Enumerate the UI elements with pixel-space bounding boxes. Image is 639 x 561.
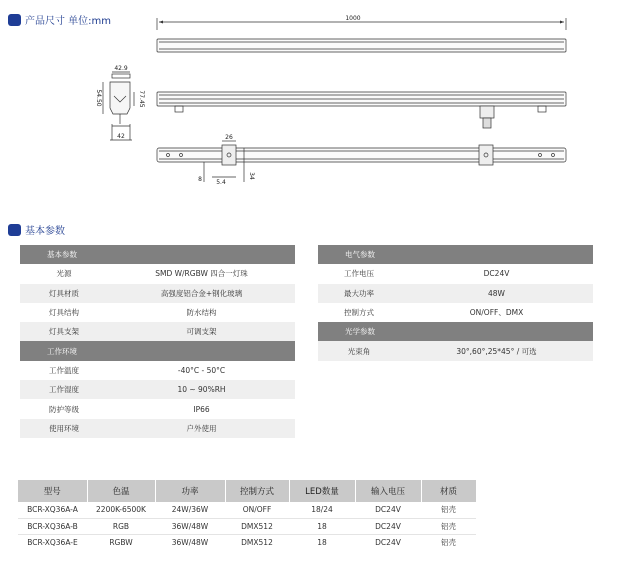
- env-header: 工作环境: [20, 341, 295, 360]
- table-cell: 36W/48W: [155, 518, 225, 534]
- table-cell: 18/24: [311, 505, 333, 515]
- table-row: [20, 264, 295, 283]
- table-cell: 18: [289, 534, 355, 550]
- section-bullet-icon: [8, 224, 21, 236]
- table-header-row: [318, 245, 593, 264]
- row-key: 工作电压: [344, 269, 374, 279]
- row-value: SMD W/RGBW 四合一灯珠: [155, 269, 248, 279]
- basic-params-table: [20, 245, 295, 438]
- column-header: 色温: [87, 480, 155, 502]
- row-key: 灯具结构: [49, 308, 79, 318]
- row-key: 光源: [56, 269, 72, 279]
- side-connector-plug: [483, 118, 491, 128]
- table-cell: DC24V: [375, 505, 401, 515]
- table-row: [18, 534, 476, 550]
- bracket-height-label: 34: [248, 172, 255, 180]
- bracket-width-label: 26: [225, 134, 233, 141]
- dimension-drawing: [0, 0, 639, 200]
- end-top-width-label: 42.9: [114, 65, 128, 72]
- length-label: 1000: [345, 15, 361, 22]
- model-table: [18, 480, 477, 550]
- dimensions-title-text: 产品尺寸 单位:mm: [25, 16, 112, 27]
- bottom-bracket-left: [222, 145, 236, 165]
- row-value: -40°C - 50°C: [177, 365, 226, 375]
- table-cell: DC24V: [355, 518, 421, 534]
- row-value: IP66: [193, 404, 210, 414]
- bracket-offset-label: 8: [198, 176, 202, 183]
- table-cell: 18: [289, 518, 355, 534]
- table-row: [20, 284, 295, 303]
- table-row: [318, 341, 593, 360]
- side-bracket-right: [538, 106, 546, 112]
- basic-params-header: 基本参数: [20, 245, 295, 264]
- table-cell: DMX512: [225, 534, 289, 550]
- electrical-header: 电气参数: [318, 245, 593, 264]
- row-value: 10 ~ 90%RH: [108, 380, 295, 399]
- table-cell: 铝壳: [421, 518, 476, 534]
- row-value: 户外使用: [108, 419, 295, 438]
- row-key: 灯具支架: [20, 322, 108, 341]
- end-height-outer-label: 54.50: [95, 89, 102, 107]
- row-key: 控制方式: [344, 308, 374, 318]
- bottom-bracket-right: [479, 145, 493, 165]
- params-title-text: 基本参数: [25, 226, 65, 237]
- row-key: 光束角: [318, 341, 400, 360]
- row-value: 高强度铝合金+钢化玻璃: [108, 284, 295, 303]
- column-header: 功率: [155, 480, 225, 502]
- end-view-top: [112, 74, 130, 78]
- table-header-row: [318, 322, 593, 341]
- table-cell: BCR-XQ36A-B: [18, 518, 87, 534]
- table-cell: 2200K-6500K: [96, 505, 146, 515]
- column-header: 材质: [421, 480, 476, 502]
- table-cell: DMX512: [225, 518, 289, 534]
- table-cell: RGB: [87, 518, 155, 534]
- column-header: 控制方式: [225, 480, 289, 502]
- top-view-bar: [157, 39, 566, 52]
- table-header-row: [20, 245, 295, 264]
- params-section-title: [8, 222, 65, 237]
- side-bracket-left: [175, 106, 183, 112]
- table-cell: BCR-XQ36A-E: [18, 534, 87, 550]
- table-cell: 36W/48W: [155, 534, 225, 550]
- table-row: [20, 303, 295, 322]
- row-key: 最大功率: [318, 284, 400, 303]
- side-connector: [480, 106, 494, 118]
- table-row: [318, 284, 593, 303]
- table-row: [20, 380, 295, 399]
- table-cell: DC24V: [355, 534, 421, 550]
- row-value: DC24V: [483, 269, 510, 279]
- row-value: 48W: [400, 284, 593, 303]
- table-row: [318, 264, 593, 283]
- table-row: [18, 502, 476, 518]
- row-value: ON/OFF、DMX: [469, 308, 524, 318]
- table-row: [318, 303, 593, 322]
- electrical-params-table: [318, 245, 593, 361]
- row-value: 可调支架: [108, 322, 295, 341]
- model-table-header: [18, 480, 476, 502]
- table-cell: ON/OFF: [242, 505, 272, 515]
- table-header-row: [20, 341, 295, 360]
- row-key: 工作湿度: [20, 380, 108, 399]
- row-key: 灯具材质: [20, 284, 108, 303]
- row-key: 防护等级: [49, 404, 79, 414]
- bottom-view-bar: [157, 148, 566, 162]
- table-row: [20, 419, 295, 438]
- table-cell: BCR-XQ36A-A: [27, 505, 78, 515]
- column-header: LED数量: [289, 480, 355, 502]
- column-header: 输入电压: [355, 480, 421, 502]
- row-value: 30°,60°,25*45° / 可选: [400, 341, 593, 360]
- table-row: [20, 399, 295, 418]
- table-cell: RGBW: [87, 534, 155, 550]
- end-view-body: [110, 82, 130, 114]
- table-row: [20, 361, 295, 380]
- end-height-inner-label: 77.45: [138, 90, 145, 108]
- optical-header: 光学参数: [318, 322, 593, 341]
- table-cell: 铝壳: [421, 534, 476, 550]
- table-cell: 24W/36W: [171, 505, 209, 515]
- row-key: 使用环境: [20, 419, 108, 438]
- bracket-spacing-label: 5.4: [216, 179, 226, 186]
- column-header: 型号: [18, 480, 87, 502]
- table-cell: 铝壳: [441, 505, 456, 515]
- end-bottom-width-label: 42: [117, 133, 125, 140]
- row-value: 防水结构: [186, 308, 217, 318]
- row-key: 工作温度: [49, 365, 79, 375]
- table-row: [20, 322, 295, 341]
- table-row: [18, 518, 476, 534]
